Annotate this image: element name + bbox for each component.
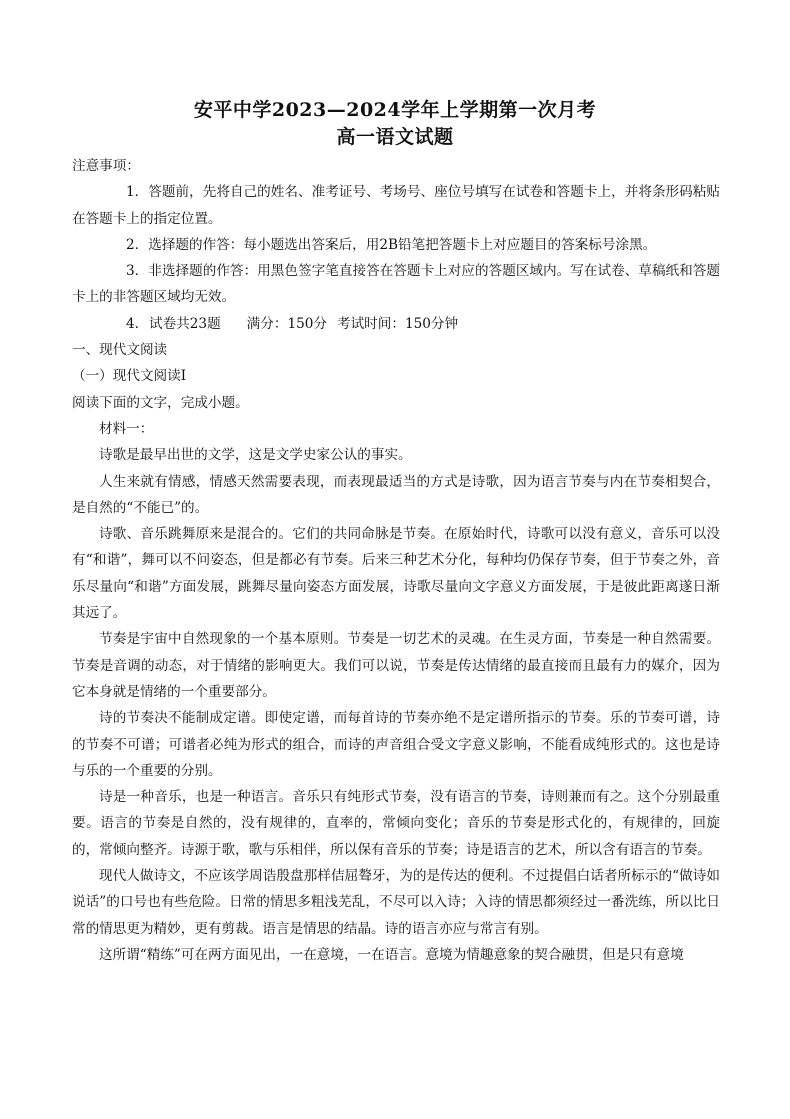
notice-item-1: 1．答题前，先将自己的姓名、准考证号、考场号、座位号填写在试卷和答题卡上，并将条形码粘贴在答题卡上的指定位置。	[72, 184, 720, 227]
paragraph: 人生来就有情感，情感天然需要表现，而表现最适当的方式是诗歌，因为语言节奏与内在节奏相契合，是自然的“不能已”的。	[72, 473, 720, 516]
paragraph: 现代人做诗文，不应该学周诰殷盘那样佶屈聱牙，为的是传达的便利。不过提倡白话者所标示的“做诗如说话”的口号也有些危险。日常的情思多粗浅芜乱，不尽可以入诗；入诗的情思都须经过一番洗练，所以比日常的情思更为精妙，更有剪裁。语言是情思的结晶。诗的语言亦应与常言有别。	[72, 868, 720, 937]
notice-item-4-number: 4.	[126, 315, 139, 332]
section-heading: 一、现代文阅读	[72, 342, 168, 359]
question-count: 试卷共23题	[148, 315, 221, 332]
paragraph: 诗的节奏决不能制成定谱。即使定谱，而每首诗的节奏亦绝不是定谱所指示的节奏。乐的节奏可谱，诗的节奏不可谱；可谱者必纯为形式的组合，而诗的声音组合受文字意义影响，不能看成纯形式的。这也是诗与乐的一个重要的分别。	[72, 710, 720, 779]
subsection-heading: （一）现代文阅读Ⅰ	[72, 368, 187, 385]
exam-body	[72, 153, 720, 968]
paragraph: 诗歌、音乐跳舞原来是混合的。它们的共同命脉是节奏。在原始时代，诗歌可以没有意义，音乐可以没有“和谐”，舞可以不问姿态，但是都必有节奏。后来三种艺术分化，每种均仍保存节奏，但于节奏之外，音乐尽量向“和谐”方面发展，跳舞尽量向姿态方面发展，诗歌尽量向文字意义方面发展，于是彼此距离遂日渐其远了。	[72, 526, 720, 622]
notice-heading: 注意事项：	[72, 158, 140, 174]
material-label: 材料一：	[99, 420, 154, 437]
exam-subtitle: 高一语文试题	[336, 126, 454, 148]
paragraph: 这所谓“精练”可在两方面见出，一在意境，一在语言。意境为情趣意象的契合融贯，但是只有意境	[99, 946, 684, 963]
full-score: 满分：150分	[246, 315, 327, 332]
notice-item-4	[72, 311, 720, 337]
reading-instruction: 阅读下面的文字，完成小题。	[72, 394, 249, 411]
notice-item-3: 3．非选择题的作答：用黑色签字笔直接答在答题卡上对应的答题区域内。写在试卷、草稿纸和答题卡上的非答题区域均无效。	[72, 263, 720, 306]
paragraph: 诗是一种音乐，也是一种语言。音乐只有纯形式节奏，没有语言的节奏，诗则兼而有之。这个分别最重要。语言的节奏是自然的，没有规律的，直率的，常倾向变化；音乐的节奏是形式化的，有规律的，回旋的，常倾向整齐。诗源于歌，歌与乐相伴，所以保有音乐的节奏；诗是语言的艺术，所以含有语言的节奏。	[72, 789, 720, 858]
notice-item-2: 2．选择题的作答：每小题选出答案后，用2B铅笔把答题卡上对应题目的答案标号涂黑。	[126, 236, 657, 253]
paragraph: 节奏是宇宙中自然现象的一个基本原则。节奏是一切艺术的灵魂。在生灵方面，节奏是一种自然需要。节奏是音调的动态，对于情绪的影响更大。我们可以说，节奏是传达情绪的最直接而且最有力的媒介，因为它本身就是情绪的一个重要部分。	[72, 631, 720, 700]
exam-title: 安平中学2023—2024学年上学期第一次月考	[193, 99, 597, 121]
paragraph: 诗歌是最早出世的文学，这是文学史家公认的事实。	[99, 447, 412, 464]
exam-time: 考试时间：150分钟	[337, 315, 459, 332]
